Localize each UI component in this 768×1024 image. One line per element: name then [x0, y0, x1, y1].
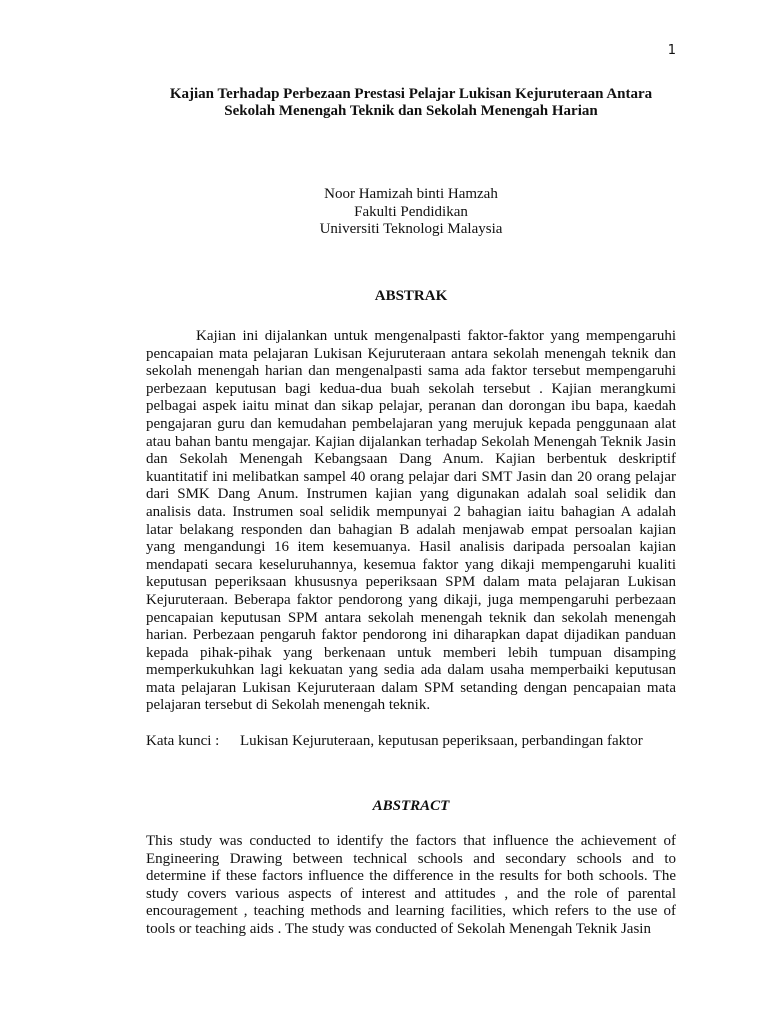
paper-title-line-1: Kajian Terhadap Perbezaan Prestasi Pelajar Lukisan Kejuruteraan Antara: [169, 86, 653, 102]
abstrak-paragraph: Kajian ini dijalankan untuk mengenalpasti faktor-faktor yang mempengaruhi pencapaian mata pelajaran Lukisan Kejuruteraan antara sekolah menengah teknik dan sekolah menengah harian dan mengenalpasti sama ada faktor tersebut mempengaruhi perbezaan keputusan bagi kedua-dua buah sekolah tersebut . Kajian merangkumi pelbagai aspek iaitu minat dan sikap pelajar, peranan dan dorongan ibu bapa, kaedah pengajaran guru dan kemudahan pembelajaran yang merujuk kepada penggunaan alat atau bahan bantu mengajar. Kajian dijalankan terhadap Sekolah Menengah Teknik Jasin dan Sekolah Menengah Kebangsaan Dang Anum. Kajian berbentuk deskriptif kuantitatif ini melibatkan sampel 40 orang pelajar dari SMT Jasin dan 20 orang pelajar dari SMK Dang Anum. Instrumen kajian yang digunakan adalah soal selidik dan analisis data. Instrumen soal selidik mempunyai 2 bahagian iaitu bahagian A adalah latar belakang responden dan bahagian B adalah menjawab empat persoalan kajian yang mengandungi 16 item kesemuanya. Hasil analisis daripada persoalan kajian mendapati secara keseluruhannya, kesemua faktor yang dikaji mempengaruhi kualiti keputusan peperiksaan khususnya peperiksaan SPM dalam mata pelajaran Lukisan Kejuruteraan. Beberapa faktor pendorong yang dikaji, juga mempengaruhi perbezaan pencapaian keputusan SPM antara sekolah menengah teknik dan sekolah menengah harian. Perbezaan pengaruh faktor pendorong ini diharapkan dapat dijadikan panduan kepada pihak-pihak yang berkenaan untuk memberi lebih tumpuan disamping memperkukuhkan lagi kekuatan yang sedia ada dalam usaha memperbaiki keputusan mata pelajaran Lukisan Kejuruteraan dalam SPM setanding dengan pencapaian mata pelajaran tersebut di Sekolah menengah teknik.: [146, 328, 676, 714]
keywords-label: Kata kunci :: [146, 733, 220, 749]
paper-title: [146, 86, 676, 120]
author-name: Noor Hamizah binti Hamzah: [324, 186, 498, 202]
keywords-text: Lukisan Kejuruteraan, keputusan peperiksaan, perbandingan faktor: [240, 733, 643, 749]
keywords-line: [146, 733, 706, 750]
abstract-heading: ABSTRACT: [372, 798, 450, 814]
author-block: [146, 186, 676, 239]
author-faculty: Fakulti Pendidikan: [354, 203, 468, 220]
author-university: Universiti Teknologi Malaysia: [319, 221, 503, 237]
abstract-paragraph: This study was conducted to identify the factors that influence the achievement of Engineering Drawing between technical schools and secondary schools and to determine if these factors influence the difference in the results for both schools. The study covers various aspects of interest and attitudes , and the role of parental encouragement , teaching methods and learning facilities, which refers to the use of tools or teaching aids . The study was conducted of Sekolah Menengah Teknik Jasin: [146, 833, 676, 937]
paper-title-line-2: Sekolah Menengah Teknik dan Sekolah Menengah Harian: [224, 103, 598, 119]
abstrak-heading: ABSTRAK: [374, 288, 448, 304]
page-number: 1: [667, 43, 676, 58]
